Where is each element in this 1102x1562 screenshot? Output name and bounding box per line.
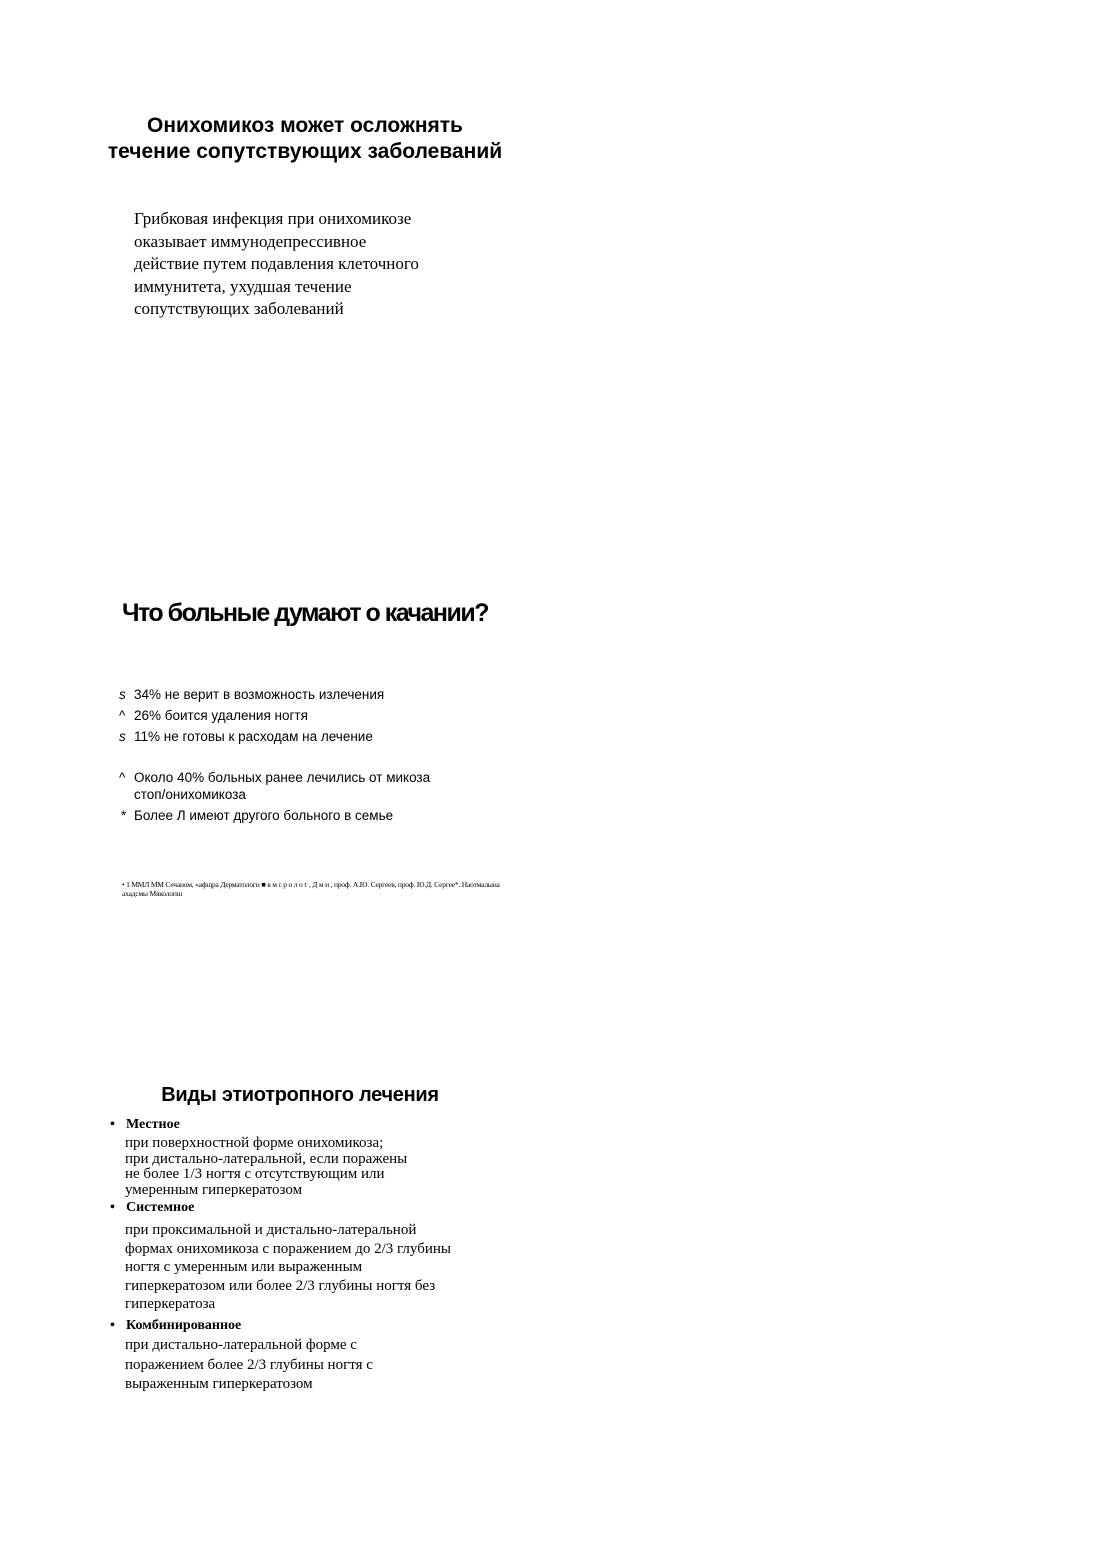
treatment-label-text: Комбинированное (126, 1318, 242, 1333)
bullet-mark: ^ (119, 708, 126, 723)
slide2-bullet (119, 728, 373, 745)
treatment-label-text: Системное (126, 1200, 195, 1215)
bullet-text: Более Л имеют другого больного в семье (134, 808, 394, 823)
slide1-body: Грибковая инфекция при онихомикозе оказывает иммунодепрессивное действие путем подавления клеточного иммунитета, ухудшая течение сопутствующих заболеваний (134, 209, 419, 319)
slide2-title: Что больные думают о качании? (121, 599, 489, 627)
bullet-dot-icon: • (110, 1117, 115, 1132)
bullet-text: 11% не готовы к расходам на лечение (134, 729, 373, 744)
slide2-footnote: • 1 ММЛ ММ Сечаном, «афщра Дерматологи ■ в м с р о л о т , Д м и , проф. А.Ю. Сергеев, проф. Ю.Д. Сергее*. Наотмалына ахадсмы Мяколопш (122, 880, 500, 898)
treatment-local-text: при поверхностной форме онихомикоза; при дистально-латеральной, если поражены не более 1/3 ногтя с отсутствующим или умеренным гиперкератозом (125, 1135, 408, 1198)
bullet-text: 26% боится удаления ногтя (134, 708, 308, 723)
bullet-dot-icon: • (110, 1200, 115, 1215)
bullet-text: Около 40% больных ранее лечились от микоза стоп/онихомикоза (134, 770, 431, 802)
treatment-combined-label (110, 1317, 241, 1335)
slide2-bullet (119, 686, 384, 703)
bullet-mark: * (121, 808, 127, 823)
slide2-bullet (119, 769, 430, 803)
treatment-system-text: при проксимальной и дистально-латеральной формах онихомикоза с поражением до 2/3 глубины ногтя с умеренным или выраженным гиперкератозом или более 2/3 глубины ногтя без гиперкератоза (125, 1222, 451, 1312)
treatment-local-label (110, 1116, 180, 1134)
treatment-combined-text: при дистально-латеральной форме с поражением более 2/3 глубины ногтя с выраженным гиперкератозом (125, 1337, 373, 1392)
bullet-mark: s (119, 729, 126, 744)
slide2-bullet (121, 807, 393, 824)
treatment-label-text: Местное (126, 1117, 180, 1132)
bullet-mark: s (119, 687, 126, 702)
slide3-title: Виды этиотропного лечения (161, 1084, 439, 1106)
bullet-mark: ^ (119, 770, 126, 785)
bullet-dot-icon: • (110, 1318, 115, 1333)
bullet-text: 34% не верит в возможность излечения (134, 687, 385, 702)
treatment-system-label (110, 1199, 194, 1217)
slide2-bullet (119, 707, 308, 724)
slide1-title: Онихомикоз может осложнять течение сопутствующих заболеваний (107, 114, 503, 163)
